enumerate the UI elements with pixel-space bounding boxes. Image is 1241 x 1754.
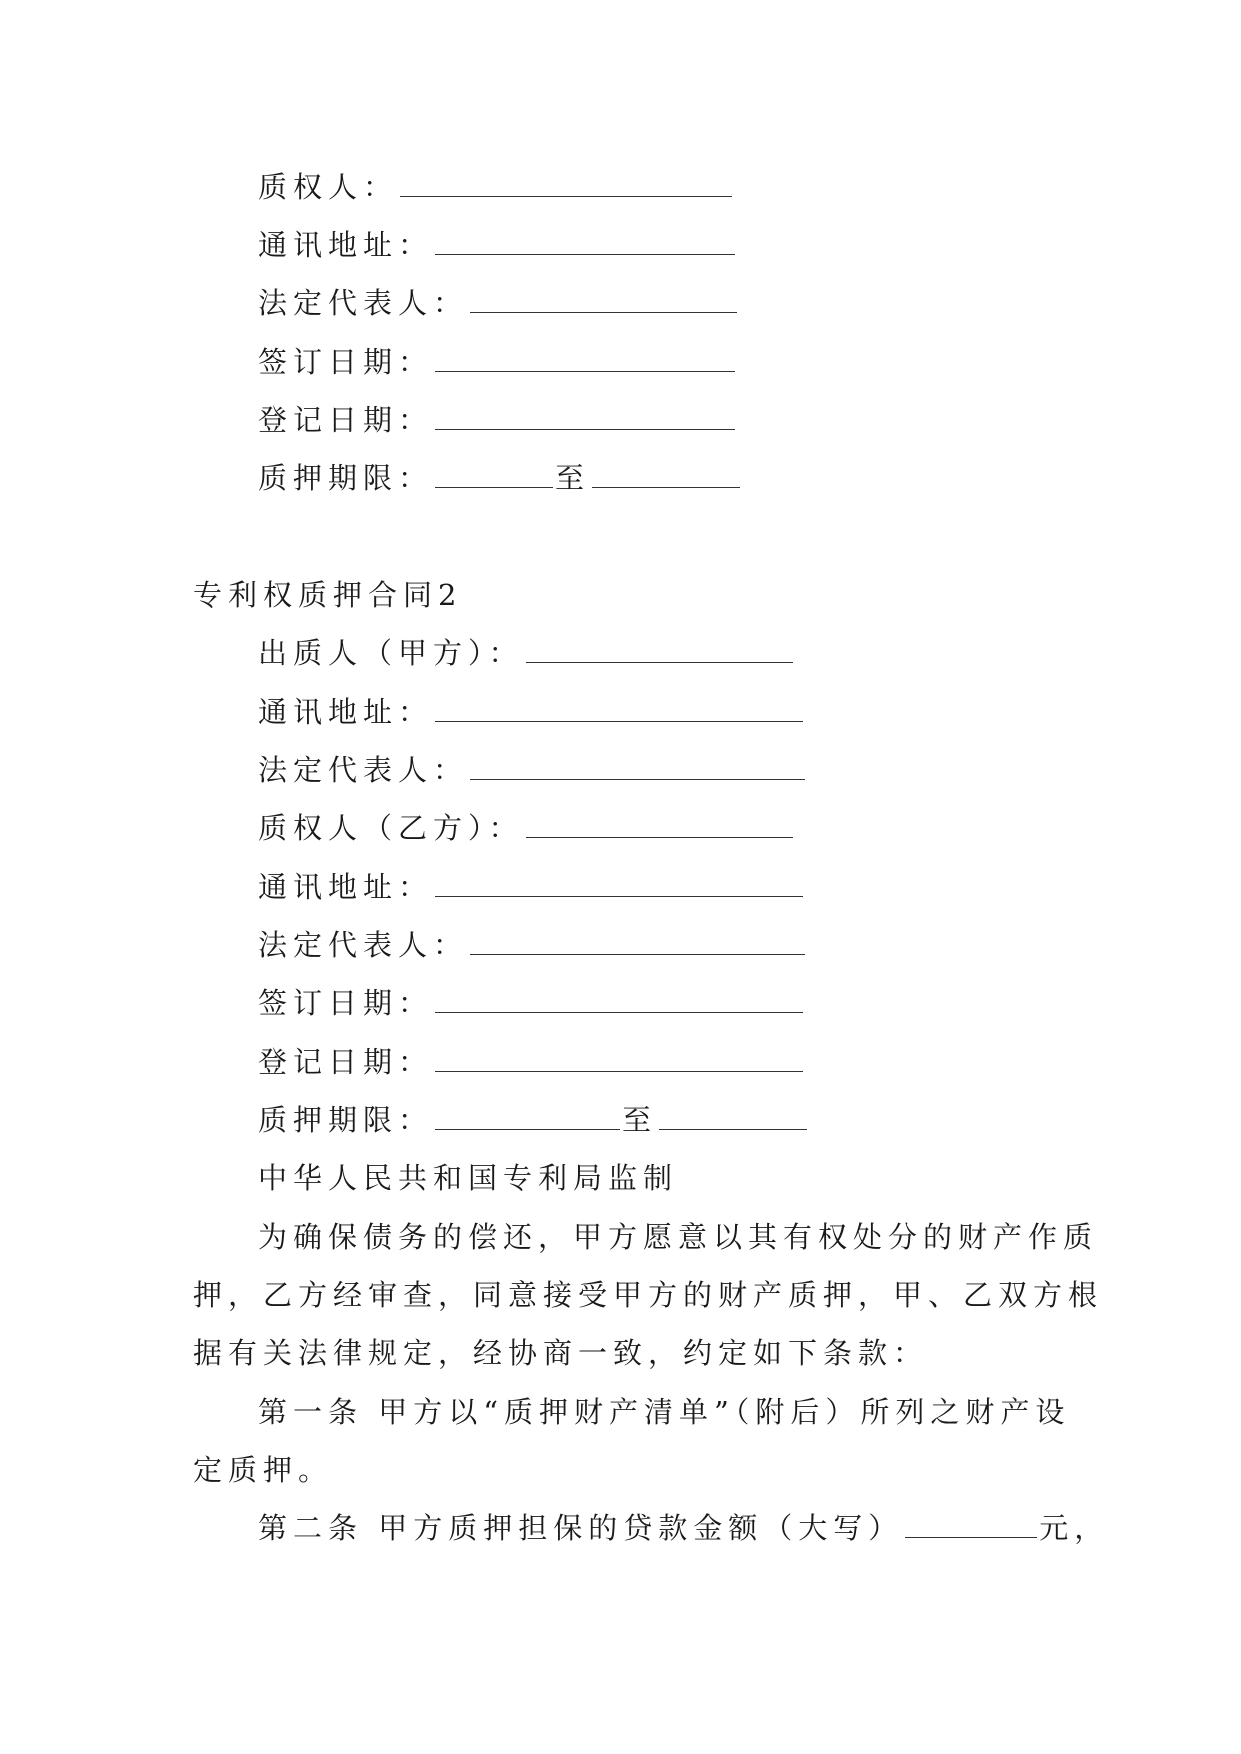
sign-date-2-label: 签订日期： — [258, 986, 434, 1020]
pledgor-legal-rep-blank — [470, 751, 805, 780]
register-date-2-label: 登记日期： — [258, 1045, 434, 1079]
article-2-line — [258, 1508, 1109, 1548]
register-date-label: 登记日期： — [258, 403, 434, 437]
term-2-end-blank — [659, 1101, 807, 1130]
register-date-2-blank — [435, 1043, 803, 1072]
pledgor-address-label: 通讯地址： — [258, 695, 434, 729]
pledgee-label: 质权人： — [258, 170, 399, 204]
article-2-suffix: 元， — [1039, 1511, 1110, 1545]
term-2-to-text: 至 — [622, 1103, 658, 1137]
article-2-prefix: 第二条 甲方质押担保的贷款金额（大写） — [258, 1511, 904, 1545]
supervisor-text: 中华人民共和国专利局监制 — [258, 1161, 679, 1195]
sign-date-field — [258, 342, 737, 382]
pledgee-b-blank — [526, 809, 793, 838]
pledgee-b-label: 质权人（乙方）： — [258, 811, 524, 845]
legal-rep-blank — [470, 284, 737, 313]
sign-date-2-field — [258, 983, 805, 1023]
pledgee-legal-rep-field — [258, 925, 807, 965]
pledgee-address-label: 通讯地址： — [258, 870, 434, 904]
pledgor-address-blank — [435, 693, 803, 722]
pledgor-legal-rep-label: 法定代表人： — [258, 753, 469, 787]
pledgee-blank — [400, 168, 732, 197]
preamble-line-3: 据有关法律规定，经协商一致，约定如下条款： — [193, 1336, 929, 1370]
pledgee-b-field — [258, 808, 795, 848]
pledgor-blank — [526, 634, 793, 663]
contract-title: 专利权质押合同2 — [193, 578, 463, 612]
term-2-start-blank — [435, 1101, 620, 1130]
pledgor-address-field — [258, 692, 805, 732]
pledgor-legal-rep-field — [258, 750, 807, 790]
register-date-2-field — [258, 1042, 805, 1082]
preamble-line-1: 为确保债务的偿还，甲方愿意以其有权处分的财产作质 — [258, 1220, 1099, 1254]
address-blank — [435, 226, 735, 255]
address-label: 通讯地址： — [258, 228, 434, 262]
pledgee-legal-rep-label: 法定代表人： — [258, 928, 469, 962]
legal-rep-label: 法定代表人： — [258, 286, 469, 320]
preamble-line-2: 押，乙方经审查，同意接受甲方的财产质押，甲、乙双方根 — [193, 1278, 1104, 1312]
address-field — [258, 225, 737, 265]
register-date-blank — [435, 401, 735, 430]
pledgor-label: 出质人（甲方）： — [258, 636, 524, 670]
sign-date-blank — [435, 343, 735, 372]
loan-amount-blank — [905, 1509, 1037, 1538]
register-date-field — [258, 400, 737, 440]
sign-date-2-blank — [435, 984, 803, 1013]
pledgee-address-blank — [435, 868, 803, 897]
article-1-line-1: 第一条 甲方以“质押财产清单”（附后）所列之财产设 — [258, 1395, 1071, 1429]
term-2-field — [258, 1100, 809, 1140]
term-end-blank — [592, 459, 740, 488]
pledgor-field — [258, 633, 795, 673]
legal-rep-field — [258, 283, 739, 323]
term-field — [258, 458, 742, 498]
article-1-line-2: 定质押。 — [193, 1453, 334, 1487]
term-2-label: 质押期限： — [258, 1103, 434, 1137]
term-label: 质押期限： — [258, 461, 434, 495]
sign-date-label: 签订日期： — [258, 345, 434, 379]
pledgee-address-field — [258, 867, 805, 907]
term-to-text: 至 — [555, 461, 591, 495]
pledgee-field — [258, 167, 734, 207]
pledgee-legal-rep-blank — [470, 926, 805, 955]
term-start-blank — [435, 459, 553, 488]
